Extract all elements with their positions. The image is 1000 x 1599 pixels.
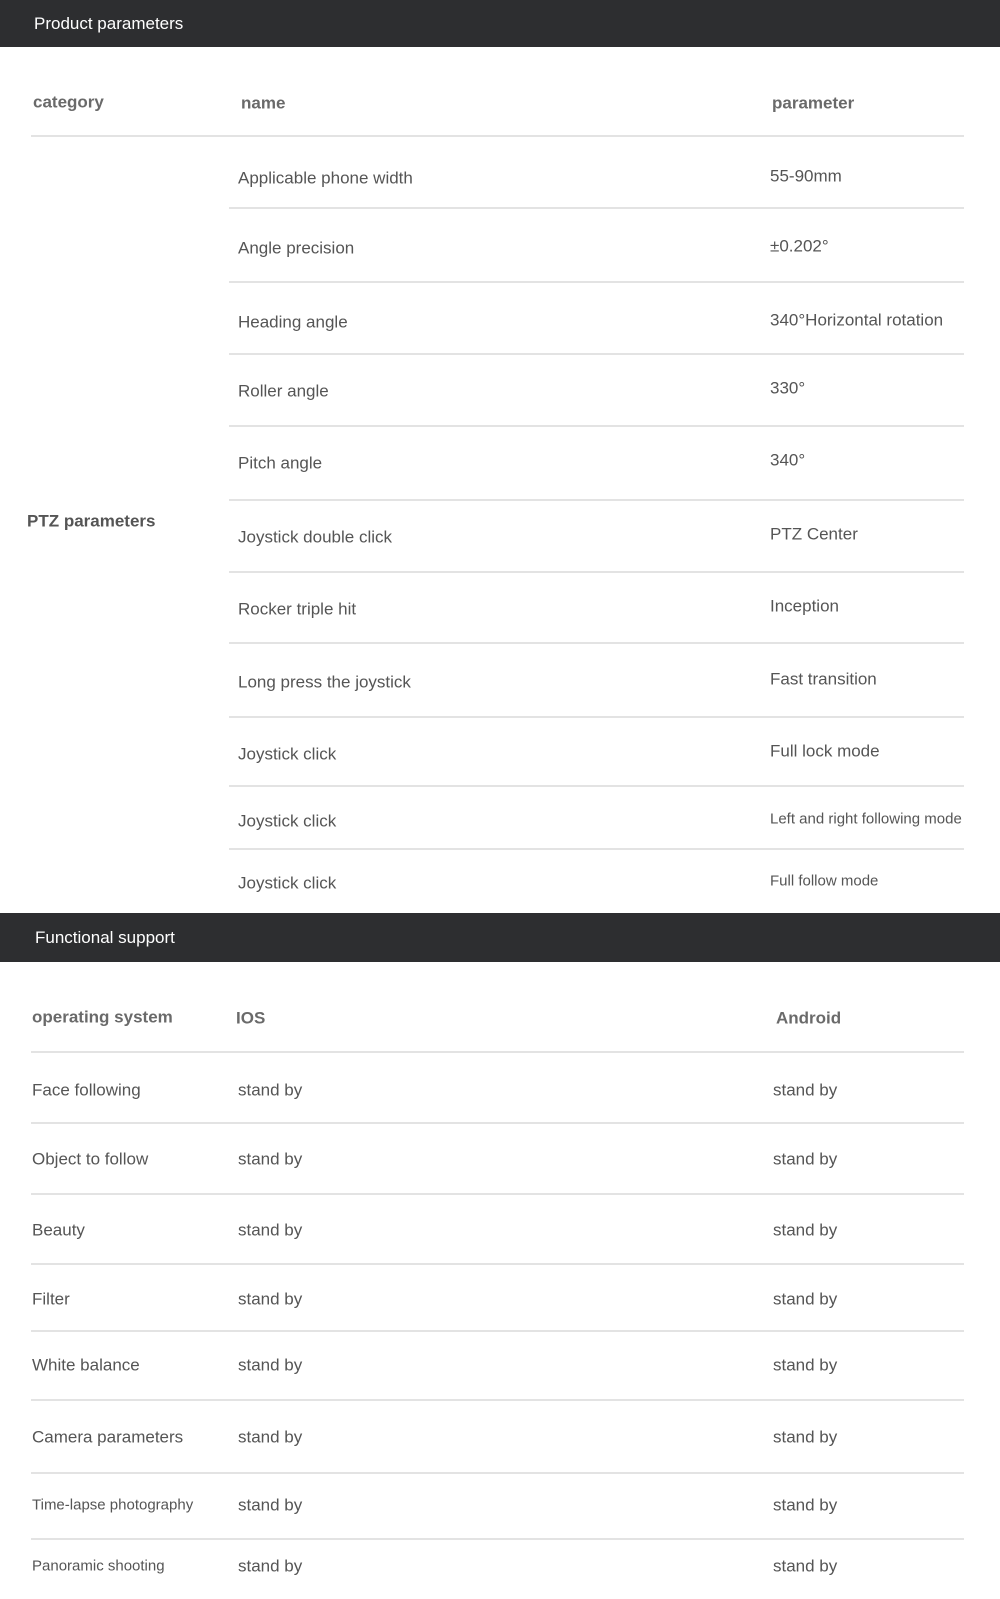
param-name: Joystick click [238,811,337,831]
row-divider [229,642,964,644]
ios-support: stand by [238,1149,303,1169]
column-header-parameter: parameter [772,93,855,113]
row-divider [31,1193,964,1195]
param-value: Full follow mode [770,872,879,890]
android-support: stand by [773,1495,838,1515]
row-divider [229,281,964,283]
param-name: Joystick click [238,873,337,893]
param-value: Left and right following mode [770,810,962,828]
feature-name: Time-lapse photography [32,1496,194,1514]
param-value: ±0.202° [770,236,829,256]
row-divider [229,353,964,355]
row-divider [229,848,964,850]
ios-support: stand by [238,1556,303,1576]
row-divider [229,499,964,501]
param-name: Long press the joystick [238,672,411,692]
param-name: Joystick double click [238,527,393,547]
feature-name: Filter [32,1289,70,1309]
feature-name: Face following [32,1080,141,1100]
feature-name: Object to follow [32,1149,149,1169]
param-value: Fast transition [770,669,877,689]
android-support: stand by [773,1149,838,1169]
row-divider [229,785,964,787]
android-support: stand by [773,1427,838,1447]
param-name: Applicable phone width [238,168,413,188]
android-support: stand by [773,1289,838,1309]
ios-support: stand by [238,1355,303,1375]
category-label: PTZ parameters [27,511,156,531]
row-divider [31,1330,964,1332]
param-name: Joystick click [238,744,337,764]
param-value: Inception [770,596,839,616]
android-support: stand by [773,1080,838,1100]
row-divider [31,1263,964,1265]
column-header-android: Android [776,1008,842,1028]
param-value: Full lock mode [770,741,880,761]
ios-support: stand by [238,1220,303,1240]
functional-support-header-bar [0,913,1000,962]
header-divider [31,1051,964,1053]
param-name: Pitch angle [238,453,323,473]
row-divider [229,425,964,427]
param-name: Angle precision [238,238,355,258]
feature-name: Panoramic shooting [32,1557,165,1575]
android-support: stand by [773,1556,838,1576]
ios-support: stand by [238,1427,303,1447]
ios-support: stand by [238,1289,303,1309]
param-value: 55-90mm [770,166,842,186]
row-divider [31,1472,964,1474]
row-divider [229,207,964,209]
row-divider [31,1538,964,1540]
param-value: 340°Horizontal rotation [770,310,944,330]
param-value: 330° [770,378,806,398]
column-header-name: name [241,93,286,113]
section-title: Product parameters [34,13,184,33]
ios-support: stand by [238,1495,303,1515]
ios-support: stand by [238,1080,303,1100]
column-header-category: category [33,92,104,112]
column-header-ios: IOS [236,1008,266,1028]
param-value: 340° [770,450,806,470]
feature-name: Camera parameters [32,1427,184,1447]
param-name: Rocker triple hit [238,599,357,619]
row-divider [31,1122,964,1124]
param-value: PTZ Center [770,524,858,544]
row-divider [31,1399,964,1401]
section-title: Functional support [35,927,175,947]
feature-name: Beauty [32,1220,85,1240]
feature-name: White balance [32,1355,140,1375]
param-name: Heading angle [238,312,348,332]
column-header-operating-system: operating system [32,1007,173,1027]
android-support: stand by [773,1220,838,1240]
row-divider [229,571,964,573]
param-name: Roller angle [238,381,329,401]
product-parameters-header-bar [0,0,1000,47]
android-support: stand by [773,1355,838,1375]
header-divider [31,135,964,137]
row-divider [229,716,964,718]
